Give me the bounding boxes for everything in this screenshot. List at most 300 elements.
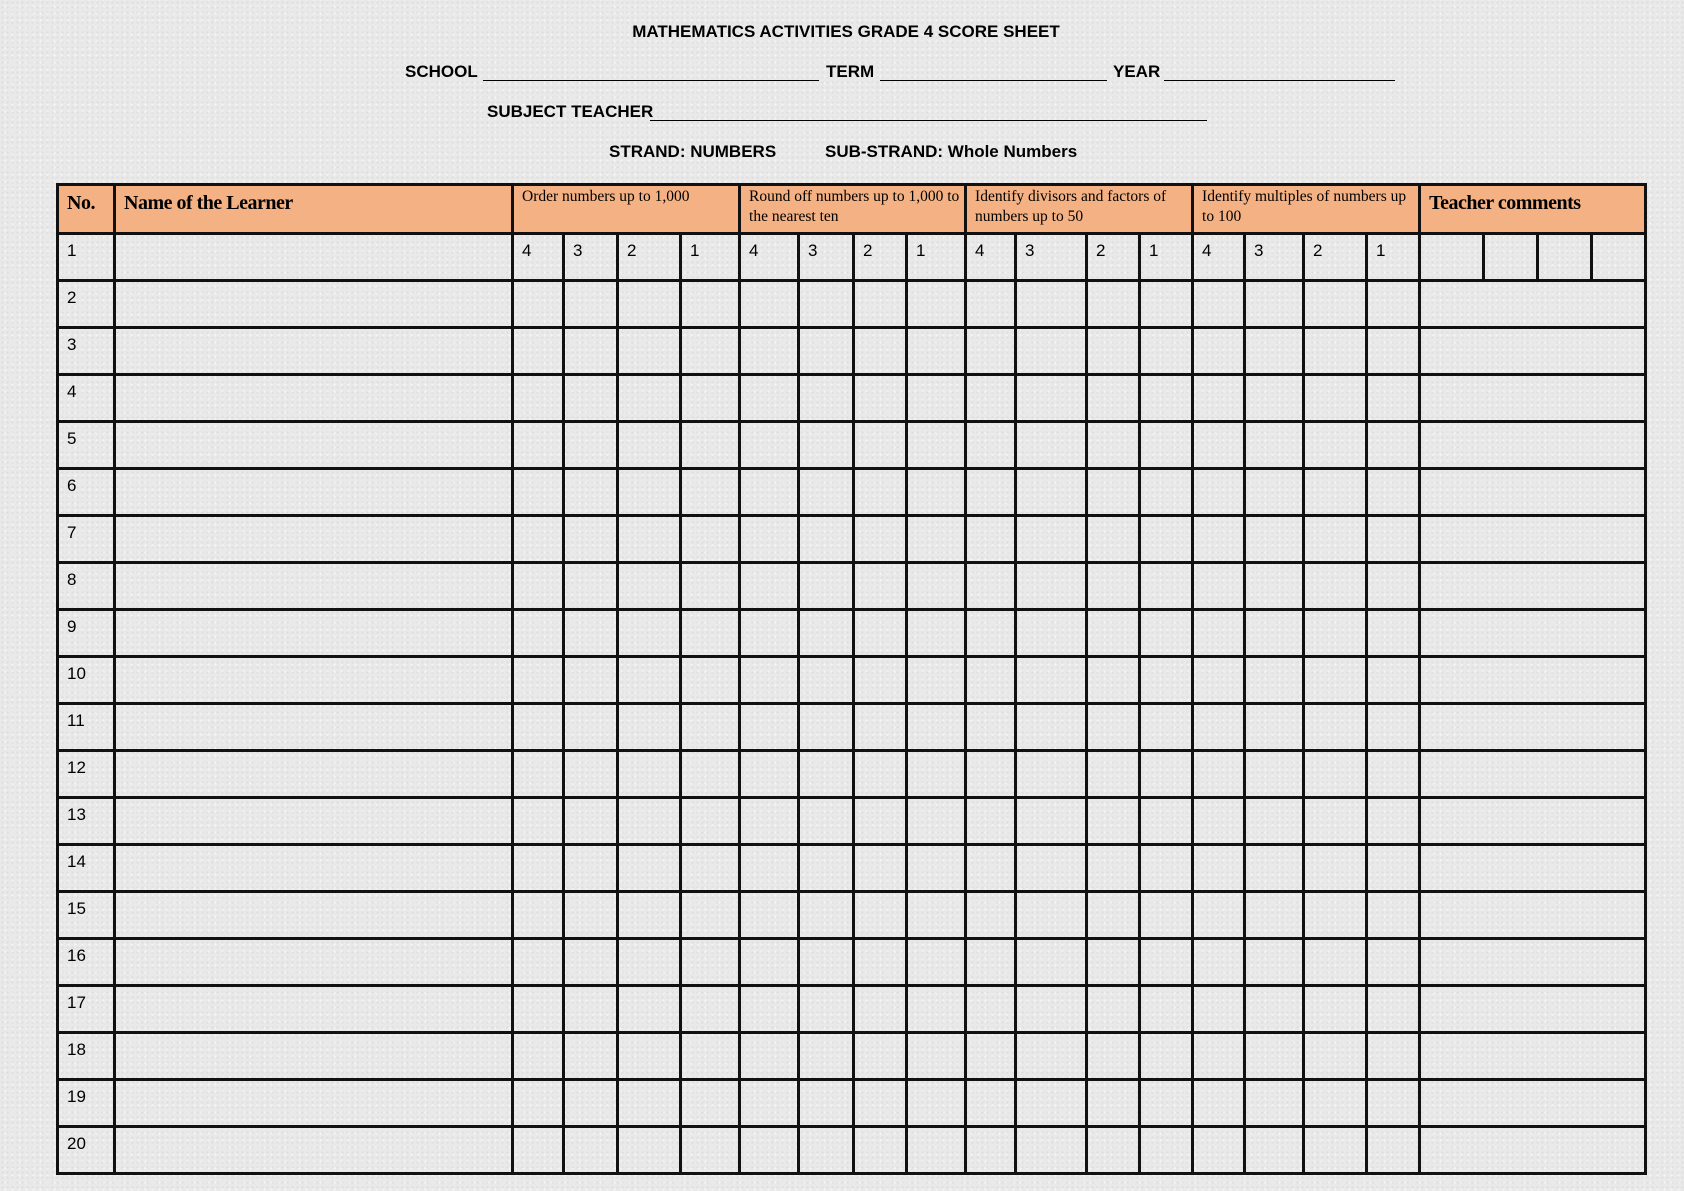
score-cell[interactable] [618,892,681,939]
score-cell[interactable] [1016,798,1087,845]
score-cell[interactable] [681,328,740,375]
score-level-label[interactable]: 2 [1087,234,1140,281]
score-cell[interactable] [618,845,681,892]
score-cell[interactable] [907,986,966,1033]
score-level-label[interactable]: 3 [1245,234,1304,281]
score-cell[interactable] [513,751,564,798]
score-cell[interactable] [1140,892,1193,939]
score-cell[interactable] [799,1080,854,1127]
score-cell[interactable] [1193,892,1245,939]
score-cell[interactable] [681,610,740,657]
score-cell[interactable] [740,1080,799,1127]
score-cell[interactable] [1087,1080,1140,1127]
score-level-label[interactable]: 3 [564,234,618,281]
score-cell[interactable] [1016,657,1087,704]
score-cell[interactable] [1193,798,1245,845]
score-level-label[interactable]: 2 [618,234,681,281]
score-cell[interactable] [1304,516,1367,563]
score-cell[interactable] [564,422,618,469]
score-cell[interactable] [907,1080,966,1127]
score-cell[interactable] [618,657,681,704]
score-cell[interactable] [618,751,681,798]
score-cell[interactable] [564,751,618,798]
score-cell[interactable] [564,704,618,751]
score-cell[interactable] [1367,751,1420,798]
score-cell[interactable] [681,704,740,751]
score-cell[interactable] [1304,375,1367,422]
score-cell[interactable] [907,704,966,751]
score-cell[interactable] [799,704,854,751]
score-cell[interactable] [907,610,966,657]
score-cell[interactable] [966,657,1016,704]
score-cell[interactable] [740,469,799,516]
score-cell[interactable] [564,798,618,845]
score-cell[interactable] [564,892,618,939]
score-cell[interactable] [564,1127,618,1174]
score-cell[interactable] [1193,469,1245,516]
score-cell[interactable] [1367,1127,1420,1174]
score-cell[interactable] [1193,939,1245,986]
score-cell[interactable] [907,422,966,469]
score-cell[interactable] [799,1033,854,1080]
score-cell[interactable] [799,281,854,328]
score-cell[interactable] [740,563,799,610]
score-cell[interactable] [1245,422,1304,469]
score-cell[interactable] [618,375,681,422]
score-cell[interactable] [907,751,966,798]
score-cell[interactable] [966,986,1016,1033]
score-cell[interactable] [681,657,740,704]
score-cell[interactable] [1016,610,1087,657]
score-cell[interactable] [1193,375,1245,422]
score-cell[interactable] [513,328,564,375]
score-cell[interactable] [1016,1127,1087,1174]
score-cell[interactable] [1193,328,1245,375]
score-cell[interactable] [1140,328,1193,375]
comment-cell[interactable] [1420,469,1646,516]
score-level-label[interactable]: 3 [799,234,854,281]
score-cell[interactable] [1087,939,1140,986]
score-cell[interactable] [618,1033,681,1080]
score-cell[interactable] [681,469,740,516]
score-cell[interactable] [681,798,740,845]
score-cell[interactable] [1245,516,1304,563]
score-level-label[interactable]: 1 [681,234,740,281]
comment-cell[interactable] [1420,422,1646,469]
score-cell[interactable] [907,657,966,704]
score-cell[interactable] [1016,469,1087,516]
score-cell[interactable] [1016,516,1087,563]
score-cell[interactable] [1245,469,1304,516]
score-cell[interactable] [1304,610,1367,657]
score-cell[interactable] [513,422,564,469]
score-cell[interactable] [854,422,907,469]
learner-name-cell[interactable] [115,704,513,751]
score-cell[interactable] [907,516,966,563]
score-level-label[interactable]: 1 [1140,234,1193,281]
score-cell[interactable] [1140,704,1193,751]
score-cell[interactable] [1193,281,1245,328]
score-cell[interactable] [1016,939,1087,986]
score-cell[interactable] [1087,563,1140,610]
score-cell[interactable] [907,375,966,422]
score-cell[interactable] [1016,422,1087,469]
score-cell[interactable] [513,281,564,328]
score-cell[interactable] [1016,892,1087,939]
score-cell[interactable] [513,1033,564,1080]
score-cell[interactable] [1367,986,1420,1033]
score-cell[interactable] [966,751,1016,798]
score-cell[interactable] [799,751,854,798]
score-cell[interactable] [681,845,740,892]
score-cell[interactable] [1140,375,1193,422]
score-cell[interactable] [740,422,799,469]
comment-cell[interactable] [1420,657,1646,704]
subject-teacher-field[interactable] [650,120,1207,121]
score-cell[interactable] [1140,798,1193,845]
score-cell[interactable] [681,1080,740,1127]
score-cell[interactable] [513,892,564,939]
score-cell[interactable] [1193,845,1245,892]
score-cell[interactable] [854,1080,907,1127]
score-cell[interactable] [1367,516,1420,563]
score-cell[interactable] [681,516,740,563]
score-cell[interactable] [799,516,854,563]
score-cell[interactable] [1304,657,1367,704]
comment-cell[interactable] [1420,610,1646,657]
score-cell[interactable] [854,563,907,610]
learner-name-cell[interactable] [115,892,513,939]
score-cell[interactable] [1304,1033,1367,1080]
score-cell[interactable] [854,798,907,845]
score-cell[interactable] [1140,469,1193,516]
score-cell[interactable] [907,281,966,328]
score-cell[interactable] [513,610,564,657]
score-cell[interactable] [854,610,907,657]
score-cell[interactable] [854,892,907,939]
score-cell[interactable] [513,1127,564,1174]
score-cell[interactable] [618,798,681,845]
learner-name-cell[interactable] [115,610,513,657]
score-cell[interactable] [966,1033,1016,1080]
term-field[interactable] [880,80,1107,81]
score-cell[interactable] [854,469,907,516]
score-cell[interactable] [681,751,740,798]
score-cell[interactable] [740,798,799,845]
score-cell[interactable] [854,657,907,704]
score-cell[interactable] [966,375,1016,422]
score-cell[interactable] [1193,704,1245,751]
score-cell[interactable] [966,516,1016,563]
score-cell[interactable] [854,1033,907,1080]
score-cell[interactable] [1087,422,1140,469]
score-level-label[interactable]: 2 [1304,234,1367,281]
score-cell[interactable] [1245,798,1304,845]
score-cell[interactable] [1087,704,1140,751]
score-cell[interactable] [799,657,854,704]
score-cell[interactable] [681,892,740,939]
score-cell[interactable] [1016,328,1087,375]
score-cell[interactable] [1193,751,1245,798]
score-cell[interactable] [907,845,966,892]
comment-cell[interactable] [1420,563,1646,610]
score-cell[interactable] [1193,516,1245,563]
score-cell[interactable] [1140,610,1193,657]
score-cell[interactable] [1245,657,1304,704]
learner-name-cell[interactable] [115,751,513,798]
score-level-label[interactable]: 4 [966,234,1016,281]
score-cell[interactable] [740,375,799,422]
comment-cell[interactable] [1420,751,1646,798]
score-cell[interactable] [513,516,564,563]
score-cell[interactable] [1245,1127,1304,1174]
score-cell[interactable] [907,469,966,516]
score-cell[interactable] [564,1033,618,1080]
score-cell[interactable] [1245,939,1304,986]
score-cell[interactable] [1193,1033,1245,1080]
score-cell[interactable] [681,939,740,986]
score-cell[interactable] [799,328,854,375]
learner-name-cell[interactable] [115,1127,513,1174]
score-cell[interactable] [564,281,618,328]
score-cell[interactable] [740,516,799,563]
score-cell[interactable] [1304,798,1367,845]
score-cell[interactable] [618,469,681,516]
score-cell[interactable] [1140,1080,1193,1127]
score-cell[interactable] [740,1033,799,1080]
score-cell[interactable] [1245,1033,1304,1080]
score-level-label[interactable]: 4 [740,234,799,281]
score-cell[interactable] [1087,657,1140,704]
score-cell[interactable] [907,563,966,610]
score-cell[interactable] [618,328,681,375]
score-cell[interactable] [1193,563,1245,610]
score-cell[interactable] [799,422,854,469]
learner-name-cell[interactable] [115,1080,513,1127]
comment-cell[interactable] [1592,234,1646,281]
comment-cell[interactable] [1420,939,1646,986]
score-cell[interactable] [966,610,1016,657]
learner-name-cell[interactable] [115,469,513,516]
score-cell[interactable] [618,986,681,1033]
score-cell[interactable] [1140,751,1193,798]
score-cell[interactable] [1367,375,1420,422]
score-cell[interactable] [1304,892,1367,939]
score-cell[interactable] [564,516,618,563]
learner-name-cell[interactable] [115,1033,513,1080]
score-cell[interactable] [1245,281,1304,328]
score-cell[interactable] [740,751,799,798]
score-cell[interactable] [618,610,681,657]
score-cell[interactable] [907,1127,966,1174]
comment-cell[interactable] [1420,375,1646,422]
learner-name-cell[interactable] [115,422,513,469]
score-cell[interactable] [513,798,564,845]
score-cell[interactable] [1304,563,1367,610]
score-cell[interactable] [966,563,1016,610]
score-cell[interactable] [799,845,854,892]
score-cell[interactable] [1193,986,1245,1033]
score-cell[interactable] [681,375,740,422]
score-cell[interactable] [1245,704,1304,751]
learner-name-cell[interactable] [115,281,513,328]
score-cell[interactable] [681,1033,740,1080]
score-cell[interactable] [1193,657,1245,704]
score-cell[interactable] [799,939,854,986]
learner-name-cell[interactable] [115,798,513,845]
score-cell[interactable] [1140,845,1193,892]
score-cell[interactable] [1304,751,1367,798]
comment-cell[interactable] [1484,234,1538,281]
score-cell[interactable] [1367,1033,1420,1080]
score-cell[interactable] [1367,610,1420,657]
comment-cell[interactable] [1420,1033,1646,1080]
score-cell[interactable] [1245,892,1304,939]
score-cell[interactable] [564,657,618,704]
score-cell[interactable] [564,563,618,610]
learner-name-cell[interactable] [115,939,513,986]
score-cell[interactable] [1016,563,1087,610]
score-cell[interactable] [854,704,907,751]
learner-name-cell[interactable] [115,986,513,1033]
score-cell[interactable] [966,1127,1016,1174]
score-cell[interactable] [966,1080,1016,1127]
score-cell[interactable] [564,939,618,986]
score-cell[interactable] [1304,939,1367,986]
score-cell[interactable] [618,704,681,751]
comment-cell[interactable] [1420,704,1646,751]
score-cell[interactable] [740,1127,799,1174]
score-cell[interactable] [907,798,966,845]
score-cell[interactable] [966,798,1016,845]
score-cell[interactable] [799,375,854,422]
score-cell[interactable] [1087,375,1140,422]
score-cell[interactable] [1193,610,1245,657]
score-cell[interactable] [740,610,799,657]
score-cell[interactable] [1367,939,1420,986]
score-cell[interactable] [740,328,799,375]
score-cell[interactable] [907,1033,966,1080]
score-cell[interactable] [854,375,907,422]
comment-cell[interactable] [1420,1080,1646,1127]
score-cell[interactable] [681,422,740,469]
score-cell[interactable] [1367,798,1420,845]
score-cell[interactable] [1367,1080,1420,1127]
score-cell[interactable] [564,469,618,516]
score-cell[interactable] [1016,751,1087,798]
score-cell[interactable] [513,563,564,610]
score-cell[interactable] [1304,328,1367,375]
score-cell[interactable] [740,281,799,328]
score-cell[interactable] [1304,845,1367,892]
score-level-label[interactable]: 1 [907,234,966,281]
score-cell[interactable] [1087,1127,1140,1174]
score-cell[interactable] [1140,939,1193,986]
score-cell[interactable] [966,939,1016,986]
comment-cell[interactable] [1420,281,1646,328]
score-level-label[interactable]: 3 [1016,234,1087,281]
score-cell[interactable] [1193,422,1245,469]
score-cell[interactable] [618,422,681,469]
learner-name-cell[interactable] [115,328,513,375]
score-cell[interactable] [1140,563,1193,610]
score-cell[interactable] [966,704,1016,751]
score-cell[interactable] [1304,281,1367,328]
score-cell[interactable] [1087,516,1140,563]
score-cell[interactable] [1304,1127,1367,1174]
score-cell[interactable] [966,469,1016,516]
score-cell[interactable] [854,986,907,1033]
score-cell[interactable] [1367,892,1420,939]
score-cell[interactable] [740,892,799,939]
score-cell[interactable] [1245,375,1304,422]
score-cell[interactable] [854,751,907,798]
score-cell[interactable] [1016,845,1087,892]
score-cell[interactable] [1304,422,1367,469]
score-cell[interactable] [1245,563,1304,610]
score-cell[interactable] [740,845,799,892]
score-cell[interactable] [966,892,1016,939]
score-cell[interactable] [907,892,966,939]
score-level-label[interactable]: 4 [1193,234,1245,281]
score-level-label[interactable]: 4 [513,234,564,281]
score-cell[interactable] [1245,610,1304,657]
score-cell[interactable] [618,563,681,610]
score-cell[interactable] [799,1127,854,1174]
score-cell[interactable] [1304,986,1367,1033]
score-cell[interactable] [1016,1033,1087,1080]
comment-cell[interactable] [1420,798,1646,845]
score-level-label[interactable]: 1 [1367,234,1420,281]
score-cell[interactable] [1140,516,1193,563]
score-cell[interactable] [564,610,618,657]
score-cell[interactable] [1087,845,1140,892]
score-cell[interactable] [618,1127,681,1174]
score-cell[interactable] [854,281,907,328]
score-cell[interactable] [1140,1127,1193,1174]
score-cell[interactable] [618,516,681,563]
score-cell[interactable] [1016,281,1087,328]
score-cell[interactable] [1367,328,1420,375]
score-cell[interactable] [1016,704,1087,751]
score-cell[interactable] [618,939,681,986]
score-cell[interactable] [1087,469,1140,516]
score-cell[interactable] [740,704,799,751]
score-cell[interactable] [1367,563,1420,610]
score-cell[interactable] [513,657,564,704]
score-cell[interactable] [1016,986,1087,1033]
comment-cell[interactable] [1420,516,1646,563]
score-cell[interactable] [966,328,1016,375]
score-cell[interactable] [1367,422,1420,469]
score-cell[interactable] [854,845,907,892]
score-cell[interactable] [854,328,907,375]
comment-cell[interactable] [1420,234,1484,281]
comment-cell[interactable] [1538,234,1592,281]
score-cell[interactable] [1140,281,1193,328]
score-cell[interactable] [799,469,854,516]
score-cell[interactable] [513,1080,564,1127]
score-cell[interactable] [513,939,564,986]
score-level-label[interactable]: 2 [854,234,907,281]
score-cell[interactable] [1087,1033,1140,1080]
score-cell[interactable] [1245,751,1304,798]
school-field[interactable] [483,80,819,81]
score-cell[interactable] [1087,610,1140,657]
score-cell[interactable] [966,422,1016,469]
score-cell[interactable] [1367,704,1420,751]
score-cell[interactable] [966,845,1016,892]
